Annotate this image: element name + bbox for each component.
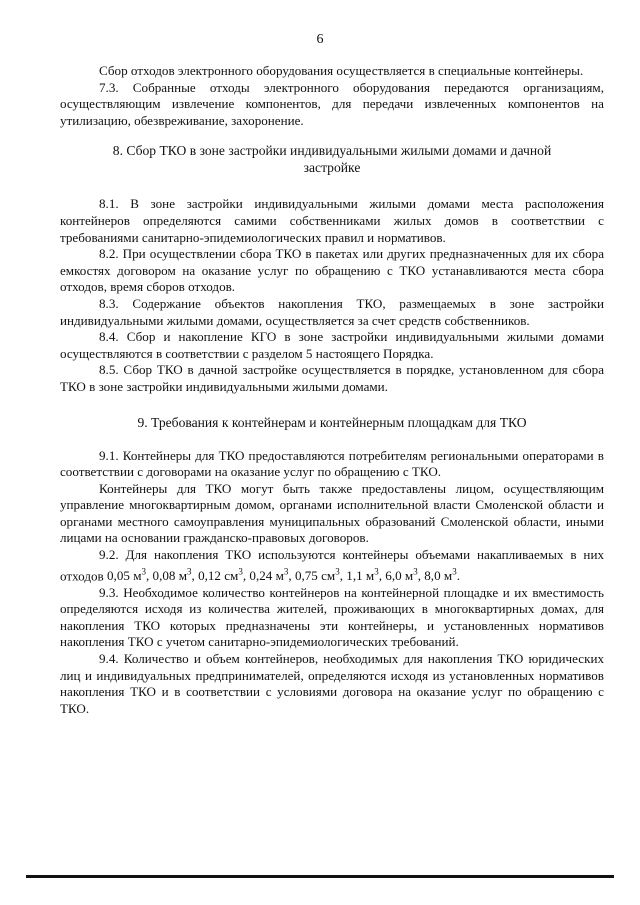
- volume-separator: ,: [145, 568, 153, 584]
- volume-unit-exponent: 3: [187, 566, 192, 577]
- volume-unit-exponent: 3: [335, 566, 340, 577]
- volume-separator: ,: [417, 568, 425, 584]
- paragraph-8-3: 8.3. Содержание объектов накопления ТКО, размещаемых в зоне застройки индивидуальными жилыми домами, осуществляется за счет средств собственников.: [60, 295, 604, 328]
- container-volume-item: [385, 568, 424, 583]
- paragraph-8-4: 8.4. Сбор и накопление КГО в зоне застройки индивидуальными жилыми домами осуществляются в соответствии с разделом 5 настоящего Порядка.: [60, 329, 604, 361]
- section-8-heading: 8. Сбор ТКО в зоне застройки индивидуальными жилыми домами и дачной застройке: [112, 143, 552, 176]
- container-volume-item: [424, 568, 460, 583]
- paragraph-9-1-containers: Контейнеры для ТКО могут быть также предоставлены лицом, осуществляющим управление многоквартирным домом, органами исполнительной власти Смоленской области и органами местного самоуправления муниципальных образований Смоленской области, иными лицами на основании гражданско-правовых договоров.: [60, 480, 604, 546]
- container-volume-item: [107, 568, 153, 583]
- container-volume-item: [153, 568, 199, 583]
- paragraph-9-2: [60, 547, 604, 585]
- paragraph-8-5: 8.5. Сбор ТКО в дачной застройке осуществляется в порядке, установленном для сбора ТКО в зоне застройки индивидуальными жилыми домами.: [60, 362, 604, 394]
- volume-separator: ,: [288, 568, 295, 584]
- paragraph-9-3: 9.3. Необходимое количество контейнеров на контейнерной площадке и их вместимость определяются исходя из количества жителей, проживающих в многоквартирных домах, для накопления ТКО которых предназначены эти контейнеры, и установленных нормативов накопления ТКО с учетом санитарно-эпидемиологических требований.: [60, 584, 604, 650]
- volume-separator: .: [456, 568, 460, 584]
- volume-unit-exponent: 3: [141, 566, 146, 577]
- volume-value: 1,1 м: [346, 568, 375, 584]
- container-volume-item: [249, 568, 295, 583]
- paragraph-8-2: 8.2. При осуществлении сбора ТКО в пакетах или других предназначенных для их сбора емкостях договором на оказание услуг по обращению с ТКО устанавливаются места сбора отходов, время сборов отходов.: [60, 246, 604, 295]
- volume-separator: ,: [378, 568, 386, 584]
- volume-value: 0,08 м: [152, 568, 188, 584]
- container-volume-item: [346, 568, 385, 583]
- paragraph-7-3: 7.3. Собранные отходы электронного оборудования передаются организациям, осуществляющим извлечение компонентов, для передачи извлеченных компонентов на утилизацию, обезвреживание, захоронение.: [60, 79, 604, 128]
- paragraph-7-2-continuation: Сбор отходов электронного оборудования осуществляется в специальные контейнеры.: [99, 63, 584, 78]
- paragraph-9-2-text: 9.2. Для накопления ТКО используются контейнеры объемами накапливаемых в них отходов: [60, 547, 604, 584]
- volume-value: 0,05 м: [107, 568, 142, 584]
- volume-unit-exponent: 3: [374, 566, 379, 577]
- volume-value: 0,24 м: [249, 568, 284, 584]
- bottom-border-line: [26, 875, 614, 878]
- paragraph-9-1: 9.1. Контейнеры для ТКО предоставляются потребителям региональными операторами в соответствии с договорами на оказание услуг по обращению с ТКО.: [60, 447, 604, 480]
- container-volume-item: [198, 568, 249, 583]
- volume-separator: ,: [339, 568, 347, 584]
- document-body: [60, 63, 604, 717]
- section-9-heading: 9. Требования к контейнерам и контейнерным площадкам для ТКО: [137, 414, 527, 430]
- paragraph-8-1: 8.1. В зоне застройки индивидуальными жилыми домами места расположения контейнеров определяются самими собственниками жилых домов в соответствии с требованиями санитарно-эпидемиологических правил и нормативов.: [60, 196, 604, 245]
- volume-value: 6,0 м: [385, 568, 414, 584]
- container-volume-list: [107, 568, 460, 583]
- volume-unit-exponent: 3: [238, 566, 243, 577]
- paragraph-9-4: 9.4. Количество и объем контейнеров, необходимых для накопления ТКО юридических лиц и индивидуальных предпринимателей, определяются исходя из установленных нормативов накопления ТКО и в соответствии с условиями договора на оказание услуг по обращению с ТКО.: [60, 650, 604, 716]
- page-number: 6: [316, 32, 324, 47]
- volume-unit-exponent: 3: [413, 566, 418, 577]
- volume-value: 0,12 см: [198, 568, 239, 584]
- volume-separator: ,: [191, 568, 199, 584]
- container-volume-item: [295, 568, 346, 583]
- volume-unit-exponent: 3: [452, 566, 457, 577]
- volume-separator: ,: [242, 568, 250, 584]
- volume-value: 0,75 см: [294, 568, 336, 584]
- volume-unit-exponent: 3: [283, 566, 289, 577]
- volume-value: 8,0 м: [424, 568, 453, 584]
